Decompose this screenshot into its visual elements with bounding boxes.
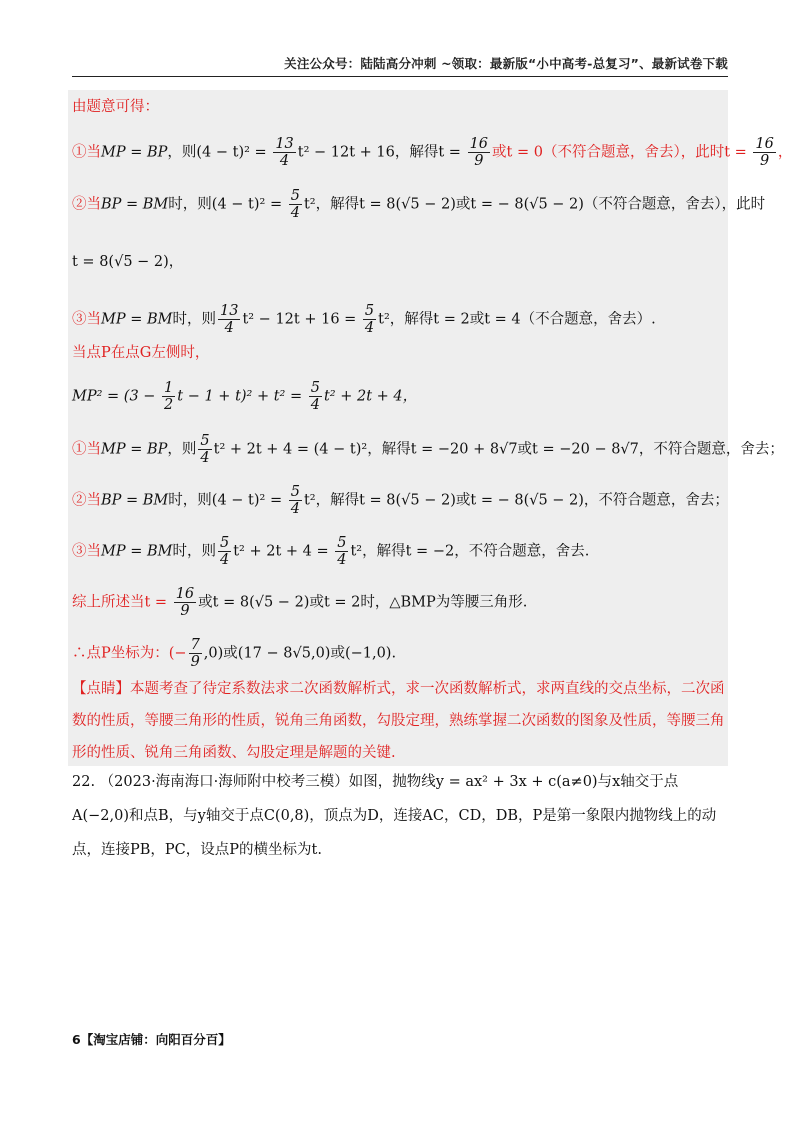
mp-squared-equation: MP² = (3 − $\frac{1}{2}$ t − 1 + t)² + t² = $\frac{5}{4}$ t² + 2t + 4， (72, 380, 418, 413)
page-footer: 6【淘宝店铺：向阳百分百】 (72, 1032, 231, 1047)
case-6: ③当MP = BM时，则 $\frac{5}{4}$ t² + 2t + 4 = $\frac{5}{4}$ t²，解得t = −2，不符合题意，舍去. (72, 535, 590, 568)
solution-intro: 由题意可得： (72, 99, 159, 115)
fraction: $\frac{5}{4}$ (290, 484, 300, 517)
case-2-result: t = 8(√5 − 2)， (72, 254, 184, 270)
page-header (72, 54, 728, 77)
fraction: $\frac{5}{4}$ (310, 380, 320, 413)
fraction: $\frac{5}{4}$ (337, 535, 347, 568)
case-3: ③当MP = BM时，则 $\frac{13}{4}$ t² − 12t + 16 = $\frac{5}{4}$ t²，解得t = 2或t = 4（不合题意，舍去）. (72, 303, 656, 336)
fraction: $\frac{5}{4}$ (219, 535, 230, 568)
problem-22: 22. （2023·海南海口·海师附中校考三模）如图，抛物线y = ax² + 3x + c(a≠0)与x轴交于点A(−2,0)和点B，与y轴交于点C(0,8)，顶点为D，连接AC，CD，DB，P是第一象限内抛物线上的动点，连接PB，PC，设点P的横坐标为t. (72, 774, 717, 858)
answer-coordinates: ∴点P坐标为：(− $\frac{7}{9}$ ,0)或(17 − 8√5,0)或(−1,0). (72, 637, 397, 670)
fraction: $\frac{5}{4}$ (364, 303, 375, 336)
case-2: ②当BP = BM时，则(4 − t)² = $\frac{5}{4}$ t²，解得t = 8(√5 − 2)或t = − 8(√5 − 2)（不符合题意，舍去），此时 (72, 188, 766, 221)
left-side-heading: 当点P在点G左侧时， (72, 345, 210, 361)
fraction: $\frac{5}{4}$ (290, 188, 300, 221)
case-5: ②当BP = BM时，则(4 − t)² = $\frac{5}{4}$ t²，解得t = 8(√5 − 2)或t = − 8(√5 − 2)，不符合题意，舍去； (72, 484, 729, 517)
fraction: $\frac{1}{2}$ (164, 380, 174, 413)
fraction: $\frac{16}{9}$ (469, 136, 489, 169)
fraction: $\frac{16}{9}$ (175, 586, 195, 619)
fraction: $\frac{16}{9}$ (755, 136, 774, 169)
key-point-note: 【点睛】本题考查了待定系数法求二次函数解析式，求一次函数解析式，求两直线的交点坐标，二次函数的性质，等腰三角形的性质，锐角三角函数，勾股定理，熟练掌握二次函数的图象及性质，等腰三角形的性质、锐角三角函数、勾股定理是解题的关键. (72, 681, 725, 761)
fraction: $\frac{5}{4}$ (200, 433, 210, 466)
fraction: $\frac{13}{4}$ (219, 303, 239, 336)
case-4: ①当MP = BP，则 $\frac{5}{4}$ t² + 2t + 4 = (4 − t)²，解得t = −20 + 8√7或t = −20 − 8√7，不符合题意，舍去； (72, 433, 784, 466)
fraction: $\frac{7}{9}$ (190, 637, 200, 670)
header-text: 关注公众号：陆陆高分冲刺 ~领取：最新版“小中高考-总复习”、最新试卷下载 (284, 56, 728, 71)
case-1: ①当MP = BP，则(4 − t)² = $\frac{13}{4}$ t² − 12t + 16，解得t = $\frac{16}{9}$ 或t = 0（不符合题意，舍去），此时t = $\frac{16}{9}$ ， (72, 136, 793, 169)
conclusion: 综上所述当t = $\frac{16}{9}$ 或t = 8(√5 − 2)或t = 2时，△BMP为等腰三角形. (72, 586, 528, 619)
fraction: $\frac{13}{4}$ (275, 136, 294, 169)
